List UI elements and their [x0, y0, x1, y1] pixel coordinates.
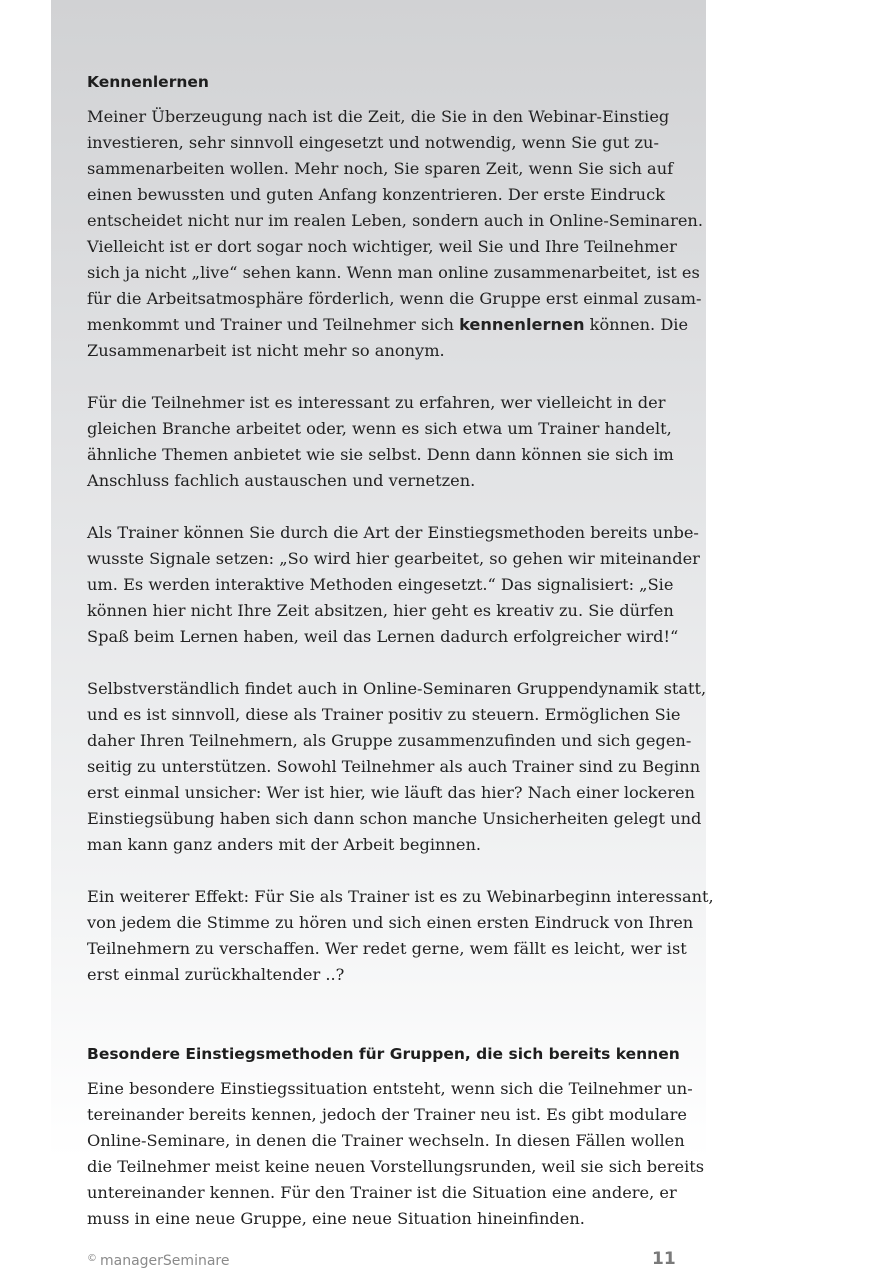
paragraph-participants	[87, 390, 687, 494]
text-line: wusste Signale setzen: „So wird hier gearbeitet, so gehen wir miteinander	[87, 549, 700, 568]
section-heading-special-methods: Besondere Einstiegsmethoden für Gruppen, die sich bereits kennen	[87, 1045, 680, 1063]
text-line: Anschluss fachlich austauschen und vernetzen.	[87, 471, 476, 490]
text-line: die Teilnehmer meist keine neuen Vorstellungsrunden, weil sie sich bereits	[87, 1157, 705, 1176]
text-line: man kann ganz anders mit der Arbeit beginnen.	[87, 835, 482, 854]
text-line: entscheidet nicht nur im realen Leben, sondern auch in Online-Seminaren.	[87, 211, 703, 230]
text-line: sammenarbeiten wollen. Mehr noch, Sie sparen Zeit, wenn Sie sich auf	[87, 159, 674, 178]
text-line: Ein weiterer Effekt: Für Sie als Trainer ist es zu Webinarbeginn interessant,	[87, 887, 714, 906]
text-line: Als Trainer können Sie durch die Art der Einstiegsmethoden bereits unbe-	[87, 523, 699, 542]
text-line	[87, 312, 687, 338]
main-content	[87, 70, 714, 1232]
text-line: von jedem die Stimme zu hören und sich einen ersten Eindruck von Ihren	[87, 913, 694, 932]
text-line: tereinander bereits kennen, jedoch der Trainer neu ist. Es gibt modulare	[87, 1105, 687, 1124]
text-line: Spaß beim Lernen haben, weil das Lernen dadurch erfolgreicher wird!“	[87, 627, 679, 646]
text-line: daher Ihren Teilnehmern, als Gruppe zusammenzufinden und sich gegen-	[87, 731, 692, 750]
paragraph-further-effect	[87, 884, 714, 988]
text-line: muss in eine neue Gruppe, eine neue Situation hineinfinden.	[87, 1209, 585, 1228]
text-line: Meiner Überzeugung nach ist die Zeit, die Sie in den Webinar-Einstieg	[87, 107, 670, 126]
text-line: Online-Seminare, in denen die Trainer wechseln. In diesen Fällen wollen	[87, 1131, 685, 1150]
text-line: untereinander kennen. Für den Trainer ist die Situation eine andere, er	[87, 1183, 677, 1202]
text-fragment: können. Die	[584, 315, 689, 334]
text-fragment: menkommt und Trainer und Teilnehmer sich	[87, 315, 460, 334]
text-line: seitig zu unterstützen. Sowohl Teilnehmer als auch Trainer sind zu Beginn	[87, 757, 701, 776]
text-line: können hier nicht Ihre Zeit absitzen, hier geht es kreativ zu. Sie dürfen	[87, 601, 674, 620]
publisher-name: managerSeminare	[100, 1253, 230, 1269]
section-heading-kennenlernen: Kennenlernen	[87, 73, 209, 91]
bold-term-kennenlernen: kennenlernen	[459, 315, 585, 334]
paragraph-group-dynamics	[87, 676, 707, 858]
text-line: Eine besondere Einstiegssituation entsteht, wenn sich die Teilnehmer un-	[87, 1079, 693, 1098]
text-line: gleichen Branche arbeitet oder, wenn es sich etwa um Trainer handelt,	[87, 419, 672, 438]
page-number: 11	[652, 1249, 676, 1269]
text-line: Selbstverständlich findet auch in Online-Seminaren Gruppendynamik statt,	[87, 679, 707, 698]
copyright-symbol: ©	[87, 1253, 97, 1264]
paragraph-known-groups	[87, 1076, 705, 1232]
text-line: erst einmal unsicher: Wer ist hier, wie läuft das hier? Nach einer lockeren	[87, 783, 695, 802]
paragraph-trainer-signals	[87, 520, 700, 650]
text-line: um. Es werden interaktive Methoden eingesetzt.“ Das signalisiert: „Sie	[87, 575, 674, 594]
text-line: einen bewussten und guten Anfang konzentrieren. Der erste Eindruck	[87, 185, 665, 204]
text-line: sich ja nicht „live“ sehen kann. Wenn man online zusammenarbeitet, ist es	[87, 263, 700, 282]
paragraph-intro	[87, 104, 703, 364]
text-line: ähnliche Themen anbietet wie sie selbst. Denn dann können sie sich im	[87, 445, 674, 464]
text-line: Für die Teilnehmer ist es interessant zu erfahren, wer vielleicht in der	[87, 393, 666, 412]
text-line: Vielleicht ist er dort sogar noch wichtiger, weil Sie und Ihre Teilnehmer	[87, 237, 677, 256]
text-line: Teilnehmern zu verschaffen. Wer redet gerne, wem fällt es leicht, wer ist	[87, 939, 687, 958]
text-line: Zusammenarbeit ist nicht mehr so anonym.	[87, 341, 445, 360]
text-line: für die Arbeitsatmosphäre förderlich, wenn die Gruppe erst einmal zusam-	[87, 289, 702, 308]
text-line: investieren, sehr sinnvoll eingesetzt und notwendig, wenn Sie gut zu-	[87, 133, 659, 152]
footer-copyright	[87, 1253, 229, 1269]
text-line: und es ist sinnvoll, diese als Trainer positiv zu steuern. Ermöglichen Sie	[87, 705, 681, 724]
text-line: Einstiegsübung haben sich dann schon manche Unsicherheiten gelegt und	[87, 809, 702, 828]
text-line: erst einmal zurückhaltender ..?	[87, 965, 345, 984]
